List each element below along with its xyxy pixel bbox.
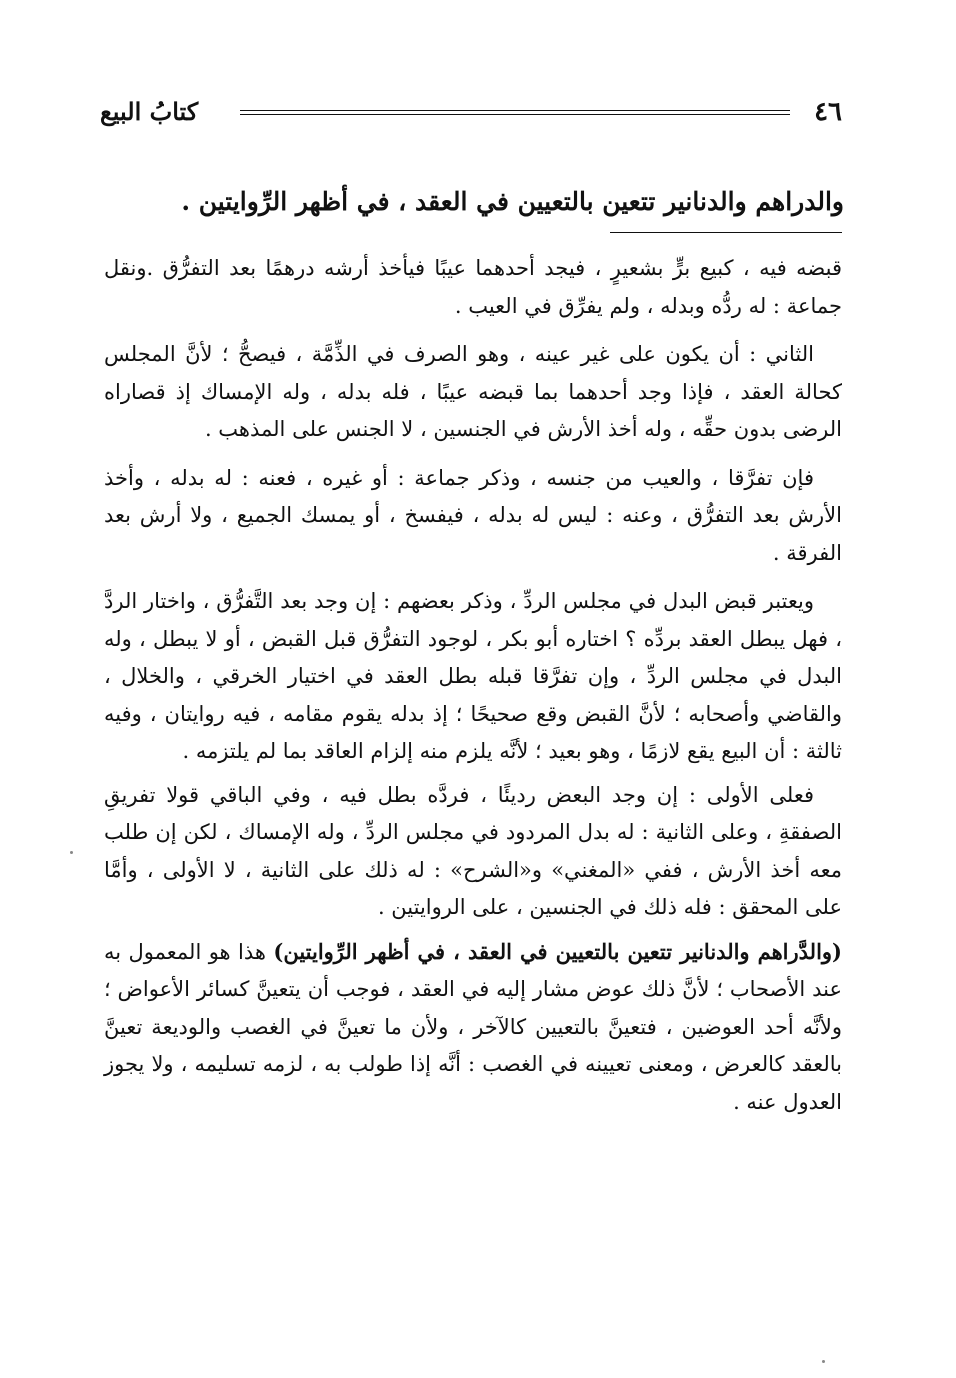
header-divider (240, 110, 790, 115)
paragraph-continuation: هذا هو المعمول به عند الأصحاب ؛ لأنَّ ذلك عوض مشار إليه في العقد ، فوجب أن يتعينَّ كسائر الأعواض ؛ ولأنَّه أحد العوضين ، فتعينَّ بالتعيين كالآخر ، ولأن ما تعينَّ في الغصب والوديعة تعينَّ بالعقد كالعرض ، ومعنى تعيينه في الغصب : أنَّه إذا طولب به ، لزمه تسليمه ، ولا يجوز العدول عنه . (104, 939, 842, 1114)
scan-speck (822, 1360, 825, 1363)
paragraph: فإن تفرَّقا ، والعيب من جنسه ، وذكر جماعة : أو غيره ، فعنه : له بدله ، وأخذ الأرش بعد التفرُّق ، وعنه : ليس له بدله ، فيفسخ ، أو يمسك الجميع ، ولا أرش بعد الفرقة . (104, 465, 842, 565)
scan-speck (70, 851, 73, 854)
running-header (100, 92, 842, 136)
paragraph: الثاني : أن يكون على غير عينه ، وهو الصرف في الذِّمَّة ، فيصحُّ ؛ لأنَّ المجلس كحالة العقد ، فإذا وجد أحدهما بما قبضه عيبًا ، فله بدله ، وله الإمساك إذ قصاراه الرضى بدون حقِّه ، وله أخذ الأرش في الجنسين ، لا الجنس على المذهب . (104, 342, 842, 441)
commentary-body (104, 250, 842, 1132)
matn-heading: والدراهم والدنانير تتعين بالتعيين في العقد ، في أظهر الرِّوايتين . (181, 187, 844, 216)
page-number: ٤٦ (814, 97, 842, 127)
matn-quote: (والدَّراهم والدنانير تتعين بالتعيين في العقد ، في أظهر الرِّوايتين) (273, 938, 842, 964)
paragraph-with-quote (104, 933, 842, 1122)
matn-underline (610, 232, 842, 233)
paragraph: قبضه فيه ، كبيع برٍّ بشعيرٍ ، فيجد أحدهما عيبًا فيأخذ أرشه درهمًا بعد التفرُّق .ونقل جماعة : له ردُّه وبدله ، ولم يفرِّق في العيب . (104, 256, 842, 318)
paragraph: ويعتبر قبض البدل في مجلس الردِّ ، وذكر بعضهم : إن وجد بعد التَّفرُّق ، واختار الردَّ ، فهل يبطل العقد بردِّه ؟ اختاره أبو بكر ، لوجود التفرُّق قبل القبض ، أو لا يبطل ، وله البدل في مجلس الردِّ ، وإن تفرَّقا قبله بطل العقد في اختيار الخرقي ، والخلال ، والقاضي وأصحابه ؛ لأنَّ القبض وقع صحيحًا ؛ إذ بدله يقوم مقامه ، فيه روايتان ، وفيه ثالثة : أن البيع يقع لازمًا ، وهو بعيد ؛ لأنَّه يلزم منه إلزام العاقد بما لم يلتزمه . (104, 589, 842, 763)
paragraph: فعلى الأولى : إن وجد البعض رديئًا ، فردَّه بطل فيه ، وفي الباقي قولا تفريقِ الصفقةِ ، وعلى الثانية : له بدل المردود في مجلس الردِّ ، وله الإمساك ، لكن إن طلب معه أخذ الأرش ، ففي «المغني» و«الشرح» : له ذلك على الثانية ، لا الأولى ، وأمَّا على المحقق : فله ذلك في الجنسين ، على الروايتين . (104, 782, 842, 919)
book-title: كتابُ البيع (100, 97, 199, 126)
